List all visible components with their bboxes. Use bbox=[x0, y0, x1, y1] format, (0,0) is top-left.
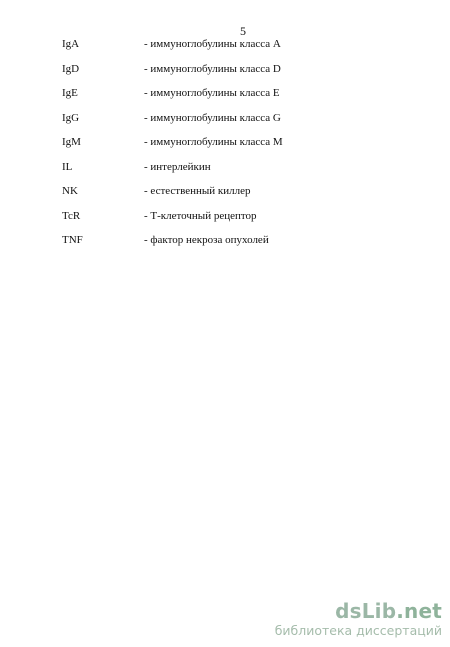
logo-main-text: dsLib bbox=[335, 599, 397, 623]
abbreviation-row bbox=[62, 233, 392, 258]
abbreviation-definition: - иммуноглобулины класса Е bbox=[144, 87, 280, 99]
abbreviation-definition: - Т-клеточный рецептор bbox=[144, 209, 257, 222]
abbreviation-row bbox=[62, 37, 392, 62]
abbreviation-term: TcR bbox=[62, 209, 81, 222]
abbreviation-term: IgM bbox=[62, 136, 81, 148]
logo-tld-text: .net bbox=[396, 599, 442, 623]
abbreviation-term: IL bbox=[62, 160, 73, 173]
abbreviation-list bbox=[62, 37, 392, 258]
page-number: 5 bbox=[240, 24, 246, 38]
abbreviation-term: NK bbox=[62, 185, 78, 197]
abbreviation-term: IgG bbox=[62, 111, 80, 124]
abbreviation-term: IgA bbox=[62, 38, 80, 50]
abbreviation-row bbox=[62, 111, 392, 136]
abbreviation-term: TNF bbox=[62, 234, 83, 246]
abbreviation-definition: - иммуноглобулины класса А bbox=[144, 38, 281, 50]
abbreviation-definition: - естественный киллер bbox=[144, 185, 251, 197]
dslib-tagline: библиотека диссертаций bbox=[274, 623, 442, 638]
abbreviation-row bbox=[62, 135, 392, 160]
abbreviation-definition: - иммуноглобулины класса М bbox=[144, 136, 283, 148]
dslib-watermark bbox=[275, 601, 442, 639]
abbreviation-definition: - интерлейкин bbox=[144, 160, 211, 173]
abbreviation-definition: - иммуноглобулины класса D bbox=[144, 62, 281, 75]
abbreviation-row bbox=[62, 86, 392, 111]
abbreviation-row bbox=[62, 160, 392, 185]
abbreviation-row bbox=[62, 184, 392, 209]
abbreviation-definition: - фактор некроза опухолей bbox=[144, 234, 269, 246]
abbreviation-term: IgD bbox=[62, 62, 80, 75]
abbreviation-term: IgE bbox=[62, 87, 78, 99]
abbreviation-row bbox=[62, 62, 392, 87]
abbreviation-definition: - иммуноглобулины класса G bbox=[144, 111, 281, 124]
dslib-logo bbox=[275, 601, 442, 621]
abbreviation-row bbox=[62, 209, 392, 234]
